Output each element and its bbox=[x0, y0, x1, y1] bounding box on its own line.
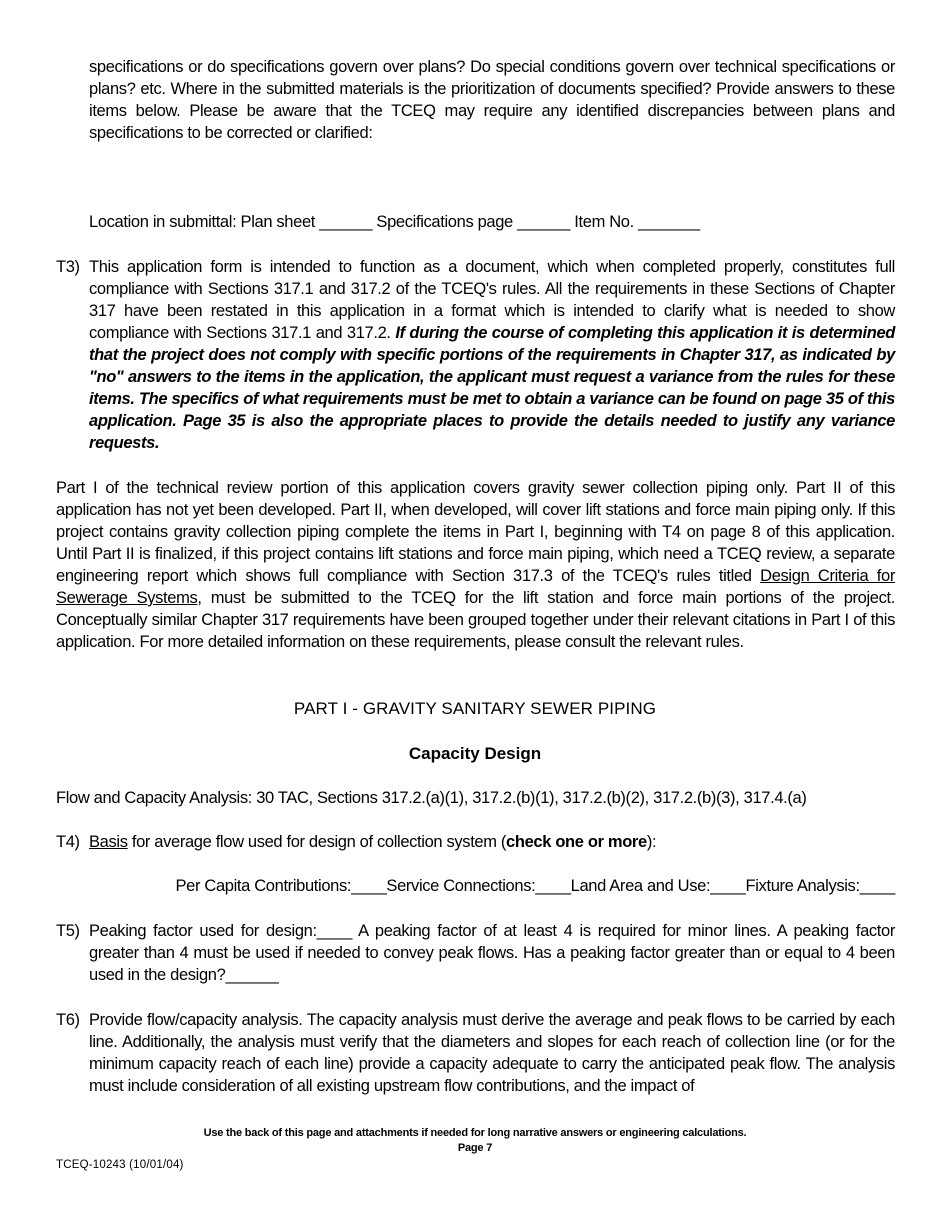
t6-paragraph: Provide flow/capacity analysis. The capacity analysis must derive the average and peak flows to be carried by each line. Additionally, the analysis must verify that the diameters and slopes for each reach of collection line (or for the minimum capacity reach of each line) provide a capacity adequate to carry the anticipated peak flow. The analysis must include consideration of all existing upstream flow contributions, and the impact of bbox=[89, 1011, 895, 1095]
part-heading: PART I - GRAVITY SANITARY SEWER PIPING bbox=[293, 699, 657, 718]
location-in-submittal-line: Location in submittal: Plan sheet ______ Specifications page ______ Item No. _______ bbox=[89, 213, 700, 231]
section-heading: Capacity Design bbox=[408, 744, 542, 763]
t5-paragraph: Peaking factor used for design:____ A peaking factor of at least 4 is required for minor lines. A peaking factor greater than 4 must be used if needed to convey peak flows. Has a peaking factor greater than or equal to 4 been used in the design?______ bbox=[89, 922, 895, 984]
form-id: TCEQ-10243 (10/01/04) bbox=[56, 1159, 184, 1171]
item-label-t5: T5) bbox=[56, 922, 80, 940]
item-label-t4: T4) bbox=[56, 833, 80, 851]
part-intro-text-b: , must be submitted to the TCEQ for the lift station and force main portions of the project. Conceptually similar Chapter 317 requirements have been grouped together under their relevant citations in Part I of this application. For more detailed information on these requirements, please consult the relevant rules. bbox=[56, 589, 895, 651]
t3-text: This application form is intended to function as a document, which when completed properly, constitutes full compliance with Sections 317.1 and 317.2 of the TCEQ's rules. All the requirements in these Sections of Chapter 317 have been restated in this application in a format which is intended to clarify what is needed to show compliance with Sections 317.1 and 317.2. bbox=[89, 258, 895, 342]
intro-paragraph: specifications or do specifications govern over plans? Do special conditions govern over technical specifications or plans? etc. Where in the submitted materials is the prioritization of documents specified? Provide answers to these items below. Please be aware that the TCEQ may require any identified discrepancies between plans and specifications to be corrected or clarified: bbox=[89, 58, 895, 142]
t4-flow-basis-options: Per Capita Contributions:____Service Connections:____Land Area and Use:____Fixture Analysis:____ bbox=[175, 877, 895, 895]
part-intro-text-a: Part I of the technical review portion of this application covers gravity sewer collection piping only. Part II of this application has not yet been developed. Part II, when developed, will cover lift stations and force main piping only. If this project contains gravity collection piping complete the items in Part I, beginning with T4 on page 8 of this application. Until Part II is finalized, if this project contains lift stations and force main piping, which need a TCEQ review, a separate engineering report which shows full compliance with Section 317.3 of the TCEQ's rules titled bbox=[56, 479, 895, 585]
page-number: Page 7 bbox=[457, 1142, 493, 1154]
t4-text-a: for average flow used for design of collection system ( bbox=[127, 833, 507, 851]
t4-text-b: ): bbox=[646, 833, 657, 851]
item-label-t3: T3) bbox=[56, 258, 80, 276]
part-intro-paragraph bbox=[56, 477, 895, 653]
t3-variance-notice: If during the course of completing this application it is determined that the project does not comply with specific portions of the requirements in Chapter 317, as indicated by "no" answers to the items in the application, the applicant must request a variance from the rules for these items. The specifics of what requirements must be met to obtain a variance can be found on page 35 of this application. Page 35 is also the appropriate places to provide the details needed to justify any variance requests. bbox=[89, 324, 895, 452]
flow-capacity-analysis-line: Flow and Capacity Analysis: 30 TAC, Sections 317.2.(a)(1), 317.2.(b)(1), 317.2.(b)(2), 317.2.(b)(3), 317.4.(a) bbox=[56, 789, 807, 807]
t3-paragraph bbox=[89, 256, 895, 454]
t4-question bbox=[89, 831, 895, 853]
t4-basis: Basis bbox=[89, 833, 128, 851]
footer-note: Use the back of this page and attachments if needed for long narrative answers or engineering calculations. bbox=[203, 1127, 747, 1139]
design-criteria-title: Design Criteria for Sewerage Systems bbox=[56, 567, 895, 607]
item-label-t6: T6) bbox=[56, 1011, 80, 1029]
t4-instruction: check one or more bbox=[506, 833, 647, 851]
